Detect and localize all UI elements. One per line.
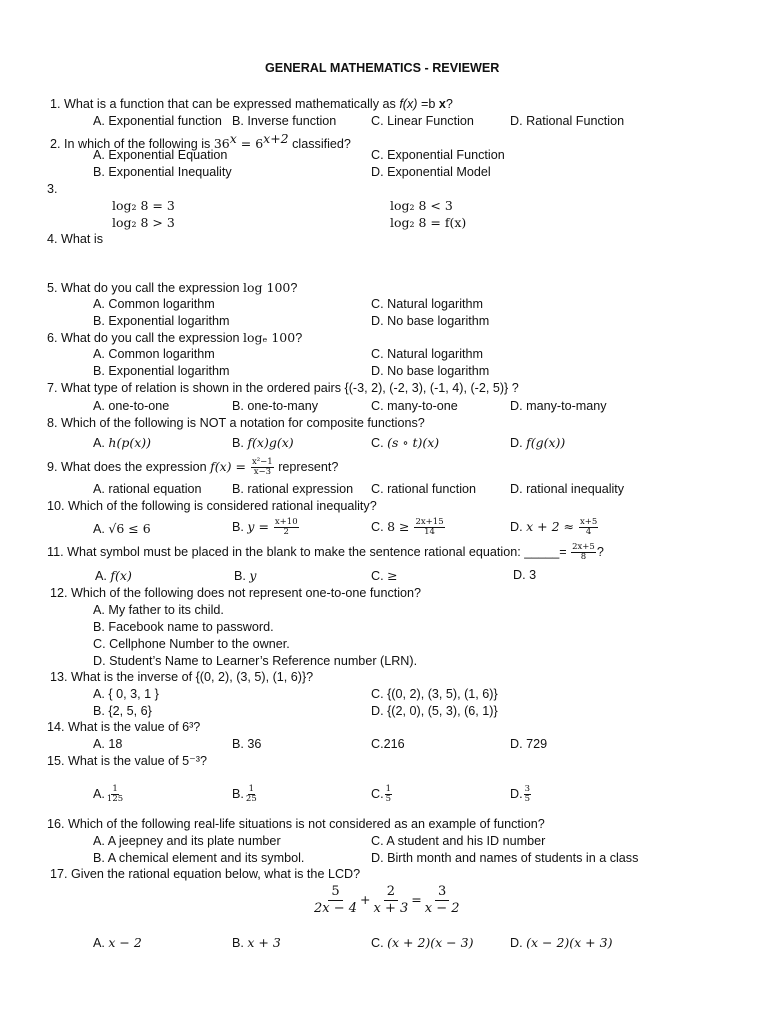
q9-option-b[interactable]: B. rational expression bbox=[232, 482, 354, 496]
q15-a-denominator: 125 bbox=[106, 794, 124, 805]
q15-a-label: A. bbox=[93, 787, 105, 801]
q10-b-fraction bbox=[274, 518, 299, 537]
q2-option-b[interactable]: B. Exponential Inequality bbox=[93, 165, 232, 179]
q17-option-b[interactable] bbox=[232, 935, 281, 951]
q17-b-label: B. bbox=[232, 936, 248, 950]
q11-b-expr: y bbox=[249, 568, 257, 583]
q17-d-expr: (x − 2)(x + 3) bbox=[526, 935, 613, 950]
q2-option-c[interactable]: C. Exponential Function bbox=[371, 148, 505, 162]
question-13: 13. What is the inverse of {(0, 2), (3, 5), (1, 6)}? bbox=[50, 670, 314, 684]
q10-option-a[interactable] bbox=[93, 518, 151, 540]
q3-expr-b[interactable]: log₂ 8 > 3 bbox=[112, 215, 175, 230]
q11-option-a[interactable] bbox=[95, 568, 132, 584]
q1-option-a[interactable]: A. Exponential function bbox=[93, 114, 222, 128]
q1-end: ? bbox=[445, 97, 453, 111]
q10-d-label: D. bbox=[510, 520, 527, 534]
question-3-number: 3. bbox=[47, 182, 58, 196]
q17-term-1-num: 5 bbox=[328, 884, 342, 901]
q8-a-label: A. bbox=[93, 436, 109, 450]
question-7: 7. What type of relation is shown in the ordered pairs {(-3, 2), (-2, 3), (-1, 4), (-2, 5)} ? bbox=[47, 381, 519, 395]
q14-option-a[interactable]: A. 18 bbox=[93, 737, 123, 751]
q15-option-a[interactable] bbox=[93, 782, 125, 806]
q11-fraction bbox=[571, 543, 596, 562]
q5-option-d[interactable]: D. No base logarithm bbox=[371, 314, 490, 328]
q2-exp1: x bbox=[229, 131, 237, 146]
q5-option-a[interactable]: A. Common logarithm bbox=[93, 297, 215, 311]
q1-fx: f(x) bbox=[399, 97, 418, 111]
q17-c-label: C. bbox=[371, 936, 388, 950]
q15-d-denominator: 5 bbox=[524, 794, 531, 805]
question-17: 17. Given the rational equation below, what is the LCD? bbox=[50, 867, 361, 881]
q8-b-label: B. bbox=[232, 436, 248, 450]
q10-b-expr: y = bbox=[247, 519, 273, 534]
q8-option-b[interactable] bbox=[232, 435, 294, 451]
q10-option-b[interactable] bbox=[232, 516, 300, 538]
q11-option-c[interactable] bbox=[371, 568, 398, 584]
q8-c-label: C. bbox=[371, 436, 388, 450]
q14-option-d[interactable]: D. 729 bbox=[510, 737, 548, 751]
q11-b-label: B. bbox=[234, 569, 250, 583]
q17-term-2-den: x + 3 bbox=[373, 901, 409, 917]
question-9 bbox=[47, 456, 338, 478]
q15-c-fraction bbox=[385, 785, 392, 804]
q14-option-c[interactable]: C.216 bbox=[371, 737, 405, 751]
q1-option-d[interactable]: D. Rational Function bbox=[510, 114, 625, 128]
q12-option-b[interactable]: B. Facebook name to password. bbox=[93, 620, 274, 634]
q2-stem: 2. In which of the following is bbox=[50, 137, 214, 152]
q17-term-1-den: 2x − 4 bbox=[314, 901, 358, 917]
q15-d-numerator: 3 bbox=[524, 784, 531, 795]
q6-option-b[interactable]: B. Exponential logarithm bbox=[93, 364, 230, 378]
q10-c-denominator: 14 bbox=[424, 527, 435, 538]
q9-option-d[interactable]: D. rational inequality bbox=[510, 482, 625, 496]
q16-option-d[interactable]: D. Birth month and names of students in a class bbox=[371, 851, 639, 865]
q12-option-d[interactable]: D. Student’s Name to Learner’s Reference number (LRN). bbox=[93, 654, 418, 668]
q3-expr-c[interactable]: log₂ 8 < 3 bbox=[390, 198, 453, 213]
q5-stem: 5. What do you call the expression bbox=[47, 281, 244, 295]
q10-c-numerator: 2x+15 bbox=[415, 517, 444, 528]
q11-c-label: C. bbox=[371, 569, 388, 583]
q2-exp2: x+2 bbox=[263, 131, 289, 146]
q7-option-a[interactable]: A. one-to-one bbox=[93, 399, 170, 413]
q17-a-expr: x − 2 bbox=[108, 935, 142, 950]
q15-a-fraction bbox=[106, 785, 124, 804]
q2-option-a[interactable]: A. Exponential Equation bbox=[93, 148, 228, 162]
q16-option-b[interactable]: B. A chemical element and its symbol. bbox=[93, 851, 305, 865]
q1-stem: 1. What is a function that can be expressed mathematically as bbox=[50, 97, 400, 111]
q9-stem: 9. What does the expression bbox=[47, 460, 211, 474]
q11-a-label: A. bbox=[95, 569, 111, 583]
q13-option-d[interactable]: D. {(2, 0), (5, 3), (6, 1)} bbox=[371, 704, 498, 718]
q8-a-expr: h(p(x)) bbox=[108, 435, 152, 450]
q15-d-label: D. bbox=[510, 787, 523, 801]
question-5 bbox=[47, 280, 297, 296]
q9-option-c[interactable]: C. rational function bbox=[371, 482, 477, 496]
question-1 bbox=[50, 97, 453, 112]
q1-option-b[interactable]: B. Inverse function bbox=[232, 114, 337, 128]
q10-a-expr: √6 ≤ 6 bbox=[108, 521, 151, 536]
q11-option-b[interactable] bbox=[234, 568, 256, 584]
q11-numerator: 2x+5 bbox=[572, 542, 595, 553]
q8-d-label: D. bbox=[510, 436, 527, 450]
q17-option-c[interactable] bbox=[371, 935, 473, 951]
q2-end: classified? bbox=[288, 137, 351, 152]
q6-end: ? bbox=[295, 331, 303, 345]
q10-b-numerator: x+10 bbox=[274, 517, 298, 528]
q9-lhs: f(x) = bbox=[210, 459, 250, 474]
q6-stem: 6. What do you call the expression bbox=[47, 331, 244, 345]
q10-b-label: B. bbox=[232, 520, 248, 534]
q8-d-expr: f(g(x)) bbox=[526, 435, 566, 450]
q15-option-b[interactable] bbox=[232, 782, 259, 806]
question-10: 10. Which of the following is considered rational inequality? bbox=[47, 499, 377, 513]
q6-option-c[interactable]: C. Natural logarithm bbox=[371, 347, 483, 361]
q9-end: represent? bbox=[274, 460, 339, 474]
q12-option-c[interactable]: C. Cellphone Number to the owner. bbox=[93, 637, 290, 651]
q10-b-denominator: 2 bbox=[283, 527, 289, 538]
q5-option-b[interactable]: B. Exponential logarithm bbox=[93, 314, 230, 328]
q5-end: ? bbox=[290, 281, 298, 295]
q10-d-denominator: 4 bbox=[585, 527, 592, 538]
q13-option-b[interactable]: B. {2, 5, 6} bbox=[93, 704, 152, 718]
question-16: 16. Which of the following real-life situations is not considered as an example of function? bbox=[47, 817, 545, 831]
q17-plus: + bbox=[360, 892, 371, 907]
question-6 bbox=[47, 330, 302, 346]
q17-b-expr: x + 3 bbox=[247, 935, 281, 950]
q12-option-a[interactable]: A. My father to its child. bbox=[93, 603, 224, 617]
q13-option-a[interactable]: A. { 0, 3, 1 } bbox=[93, 687, 159, 701]
page-title: GENERAL MATHEMATICS - REVIEWER bbox=[265, 61, 500, 75]
q8-option-d[interactable] bbox=[510, 435, 565, 451]
q17-d-label: D. bbox=[510, 936, 527, 950]
q17-term-2-num: 2 bbox=[384, 884, 398, 901]
q7-option-c[interactable]: C. many-to-one bbox=[371, 399, 458, 413]
q11-option-d[interactable]: D. 3 bbox=[513, 568, 537, 582]
q15-c-denominator: 5 bbox=[385, 794, 392, 805]
q17-a-label: A. bbox=[93, 936, 109, 950]
q6-expr: logₑ 100 bbox=[243, 330, 296, 345]
q14-option-b[interactable]: B. 36 bbox=[232, 737, 262, 751]
q17-option-a[interactable] bbox=[93, 935, 142, 951]
q6-option-a[interactable]: A. Common logarithm bbox=[93, 347, 215, 361]
q10-d-fraction bbox=[579, 518, 598, 537]
q15-b-numerator: 1 bbox=[248, 784, 255, 795]
q10-option-d[interactable] bbox=[510, 516, 599, 538]
q17-term-2 bbox=[371, 884, 412, 917]
q9-option-a[interactable]: A. rational equation bbox=[93, 482, 202, 496]
q15-option-c[interactable] bbox=[371, 782, 393, 806]
q11-end: ? bbox=[596, 545, 604, 559]
q2-option-d[interactable]: D. Exponential Model bbox=[371, 165, 491, 179]
q10-c-fraction bbox=[414, 518, 444, 537]
question-14: 14. What is the value of 6³? bbox=[47, 720, 201, 734]
q17-term-3 bbox=[422, 884, 463, 917]
q17-term-3-den: x − 2 bbox=[424, 901, 460, 917]
q17-equation bbox=[311, 882, 463, 918]
q2-eq: = 6 bbox=[236, 136, 264, 152]
q13-option-c[interactable]: C. {(0, 2), (3, 5), (1, 6)} bbox=[371, 687, 498, 701]
q11-denominator: 8 bbox=[580, 552, 587, 563]
q8-option-a[interactable] bbox=[93, 435, 151, 451]
q8-c-expr: (s ∘ t)(x) bbox=[387, 435, 440, 450]
question-15: 15. What is the value of 5⁻³? bbox=[47, 754, 207, 768]
q8-b-expr: f(x)g(x) bbox=[247, 435, 294, 450]
q17-term-1 bbox=[311, 884, 360, 917]
q11-stem: 11. What symbol must be placed in the blank to make the sentence rational equation: _____= bbox=[47, 545, 571, 559]
q9-denominator: x−3 bbox=[253, 467, 272, 478]
q10-d-numerator: x+5 bbox=[579, 517, 598, 528]
question-4: 4. What is bbox=[47, 232, 103, 246]
q15-option-d[interactable] bbox=[510, 782, 532, 806]
q15-b-denominator: 25 bbox=[245, 794, 257, 805]
q15-d-fraction bbox=[524, 785, 531, 804]
q10-option-c[interactable] bbox=[371, 516, 446, 538]
q2-base1: 36 bbox=[213, 136, 230, 152]
q3-expr-a[interactable]: log₂ 8 = 3 bbox=[112, 198, 175, 213]
q17-option-d[interactable] bbox=[510, 935, 612, 951]
q5-expr: log 100 bbox=[243, 280, 291, 295]
q11-a-expr: f(x) bbox=[110, 568, 132, 583]
q5-option-c[interactable]: C. Natural logarithm bbox=[371, 297, 483, 311]
question-8: 8. Which of the following is NOT a notation for composite functions? bbox=[47, 416, 425, 430]
q15-b-fraction bbox=[245, 785, 258, 804]
q16-option-c[interactable]: C. A student and his ID number bbox=[371, 834, 546, 848]
q15-b-label: B. bbox=[232, 787, 244, 801]
q9-numerator: x²−1 bbox=[251, 457, 273, 468]
q8-option-c[interactable] bbox=[371, 435, 439, 451]
q9-fraction bbox=[251, 458, 274, 477]
q3-expr-d[interactable]: log₂ 8 = f(x) bbox=[390, 215, 467, 230]
q10-a-label: A. bbox=[93, 522, 109, 536]
q11-c-expr: ≥ bbox=[387, 568, 398, 583]
q17-c-expr: (x + 2)(x − 3) bbox=[387, 935, 474, 950]
q15-c-numerator: 1 bbox=[385, 784, 392, 795]
q1-option-c[interactable]: C. Linear Function bbox=[371, 114, 474, 128]
q10-d-expr: x + 2 ≈ bbox=[526, 519, 578, 534]
question-11 bbox=[47, 541, 604, 563]
q16-option-a[interactable]: A. A jeepney and its plate number bbox=[93, 834, 281, 848]
q7-option-b[interactable]: B. one-to-many bbox=[232, 399, 319, 413]
q17-equals: = bbox=[411, 892, 422, 907]
q1-bx: x bbox=[438, 97, 446, 111]
q1-eq: =b bbox=[417, 97, 439, 111]
q10-c-expr: 8 ≥ bbox=[387, 519, 414, 534]
q7-option-d[interactable]: D. many-to-many bbox=[510, 399, 607, 413]
q10-c-label: C. bbox=[371, 520, 388, 534]
question-12: 12. Which of the following does not represent one-to-one function? bbox=[50, 586, 422, 600]
q15-a-numerator: 1 bbox=[112, 784, 118, 795]
q15-c-label: C. bbox=[371, 787, 384, 801]
q6-option-d[interactable]: D. No base logarithm bbox=[371, 364, 490, 378]
q17-term-3-num: 3 bbox=[435, 884, 449, 901]
